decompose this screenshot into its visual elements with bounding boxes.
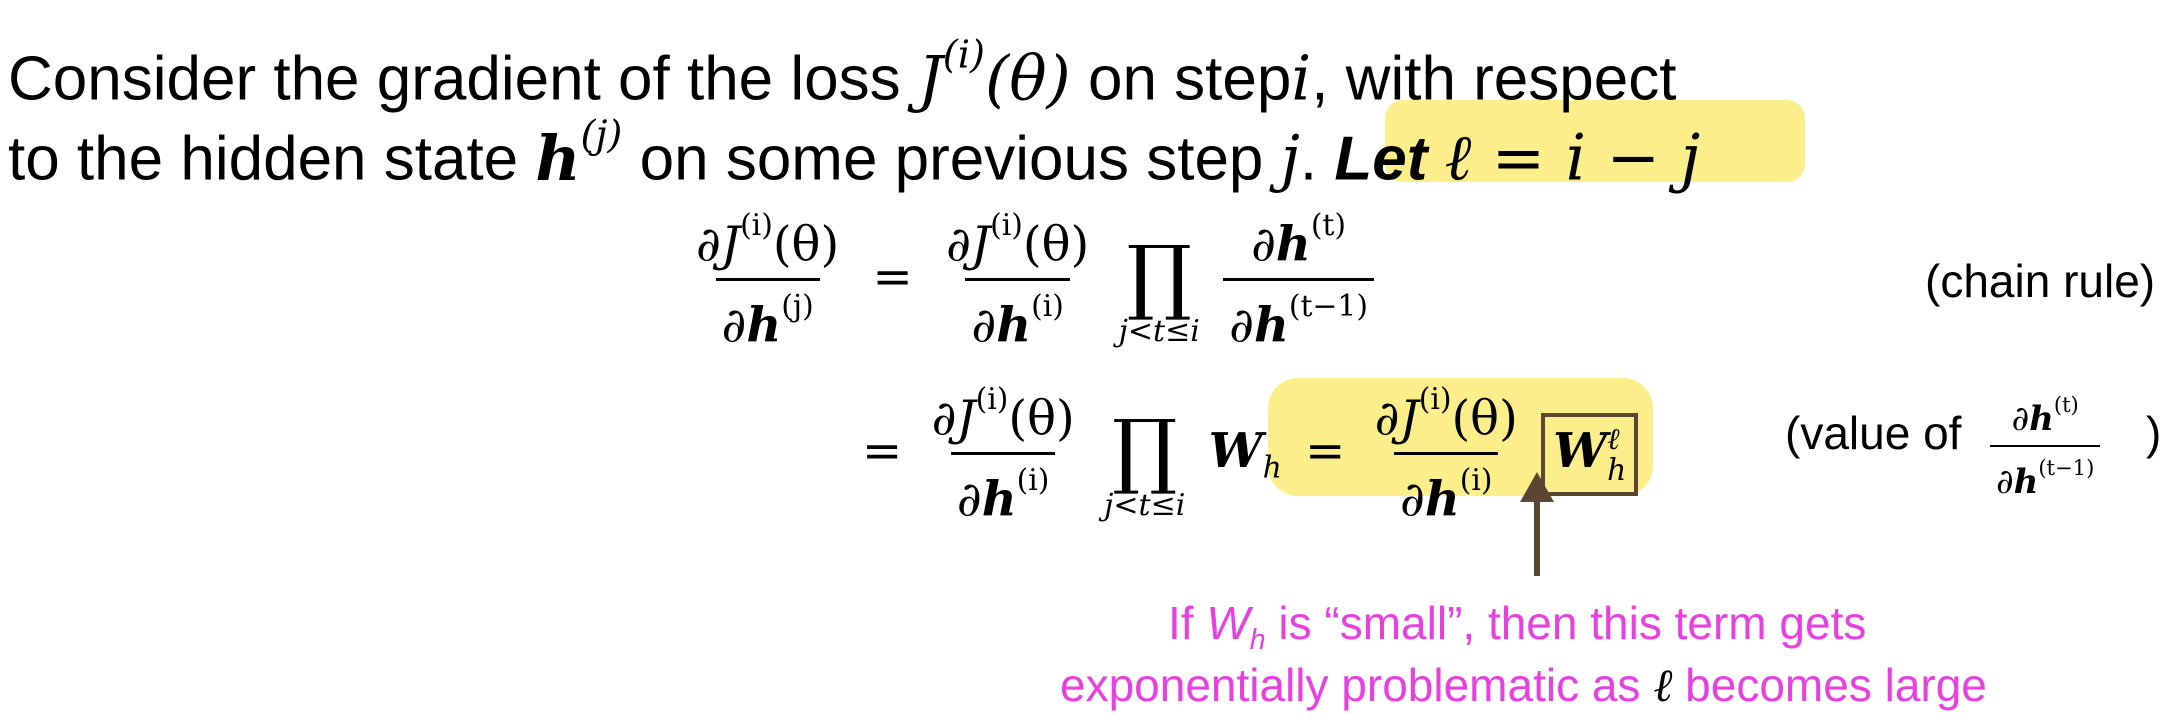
equation-chain-rule	[690, 208, 1374, 354]
line1-text-after: , with respect	[1311, 44, 1677, 114]
label-value-of: (value of	[1785, 407, 1962, 459]
step-var-j: j	[1280, 121, 1300, 195]
rhs-grad-fraction: $\frac{\partial J^{(i)}(\theta)}{\partial h^{(i)}}$	[946, 208, 1090, 354]
equation-value: = $\frac{\partial J^{(i)}(\theta)}{\partial h^{(i)}}$ ∏ j<t≤i $W_h$ = $\frac{\partial J^{(i)}(\theta)}{\partial h^{(i)}}$ W ℓ h	[862, 382, 1638, 528]
weight-power-boxed: W ℓ h	[1541, 413, 1638, 496]
let-word: Let	[1334, 124, 1428, 194]
label-chain-rule: (chain rule)	[1925, 255, 2156, 307]
line2-period: .	[1299, 124, 1318, 194]
product-operator-2: ∏ j<t≤i	[1104, 403, 1186, 524]
label-value-close: )	[2146, 407, 2162, 459]
product-operator: ∏ j<t≤i	[1118, 229, 1200, 350]
line1-text-before: Consider the gradient of the loss	[8, 44, 901, 114]
grad-fraction-3: $\frac{\partial J^{(i)}(\theta)}{\partial h^{(i)}}$	[1374, 382, 1518, 528]
intro-line-2	[8, 112, 1701, 196]
line2-text-middle: on some previous step	[639, 124, 1264, 194]
hidden-state-symbol: $h^{(j)}$	[535, 112, 623, 195]
label-value-fraction: $\frac{\partial h^{(t)}}{\partial h^{(t-1)}}$	[1990, 392, 2100, 502]
loss-symbol: $J^{(i)}(\theta)$	[917, 32, 1071, 115]
annotation-line-2: exponentially problematic as ℓ becomes large	[1060, 658, 1987, 712]
ell-definition: ℓ = i − j	[1444, 121, 1701, 196]
step-var-i: i	[1291, 41, 1312, 115]
weight-matrix: $W_h$	[1208, 423, 1282, 486]
grad-fraction-2: $\frac{\partial J^{(i)}(\theta)}{\partial h^{(i)}}$	[931, 382, 1075, 528]
line1-text-middle: on step	[1087, 44, 1292, 114]
annotation-arrow	[1512, 470, 1562, 580]
equals-sign: =	[872, 249, 913, 306]
jacobian-fraction: $\frac{\partial h^{(t)}}{\partial h^{(t-1)}}$	[1223, 208, 1374, 354]
annotation-line-1: If $W_h$ is “small”, then this term gets	[1168, 597, 1867, 656]
line2-text-before: to the hidden state	[8, 124, 519, 194]
intro-line-1	[8, 32, 1677, 115]
lhs-fraction: $\frac{\partial J^{(i)}(\theta)}{\partial h^{(j)}}$	[696, 208, 840, 354]
